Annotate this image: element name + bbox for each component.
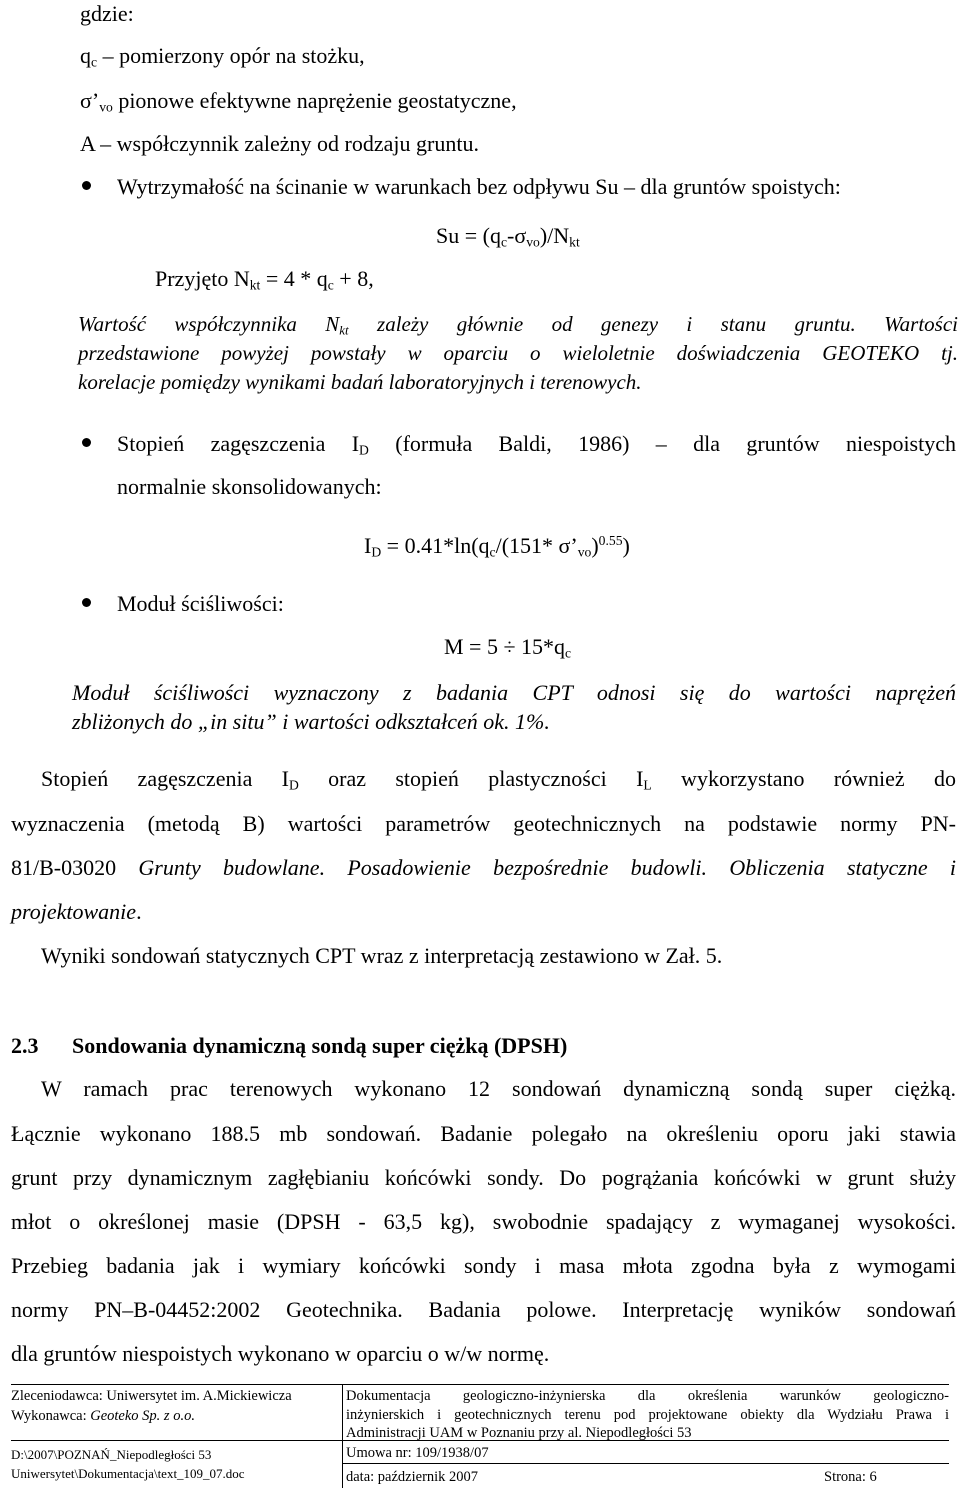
bullet-m-text: Moduł ściśliwości:: [117, 591, 284, 616]
footer-contractor: Wykonawca: Geoteko Sp. z o.o.: [11, 1408, 195, 1424]
section-number: 2.3: [11, 1033, 39, 1058]
formula-su: $Su = (q_c-\sigma_{vo})/N_{kt}$: [436, 223, 580, 250]
body-line-2: Łącznie wykonano 188.5 mb sondowań. Badanie polegało na określeniu oporu jaki stawia: [11, 1121, 956, 1146]
body-line-3: grunt przy dynamicznym zagłębianiu końcówki sondy. Do pogrążania końcówki w grunt służy: [11, 1165, 956, 1190]
footer-table: [11, 1384, 949, 1488]
footer-top-rule: [11, 1384, 949, 1385]
formula-nkt: Przyjęto $N_{kt} = 4 * q_c + 8$,: [155, 266, 374, 293]
body-line-5: Przebieg badania jak i wymiary końcówki sondy i masa młota zgodna była z wymogami: [11, 1253, 956, 1278]
note-nkt-line-2: przedstawione powyżej powstały w oparciu o wieloletnie doświadczenia GEOTEKO tj.: [78, 341, 958, 365]
note-m-line-1: Moduł ściśliwości wyznaczony z badania CPT odnosi się do wartości naprężeń: [72, 680, 956, 705]
legend-a: A – współczynnik zależny od rodzaju gruntu.: [80, 131, 479, 156]
bullet-id-line-1: Stopień zagęszczenia $I_D$ (formuła Baldi, 1986) – dla gruntów niespoistych: [117, 431, 956, 458]
footer-doc-line-2: inżynierskich i geotechnicznych terenu pod projektowane obiekty dla Wydziału Prawa i: [346, 1407, 949, 1423]
body-line-1: W ramach prac terenowych wykonano 12 sondowań dynamiczną sondą super ciężką.: [41, 1076, 956, 1101]
footer-contract: Umowa nr: 109/1938/07: [346, 1445, 489, 1461]
footer-date: data: październik 2007: [346, 1469, 479, 1485]
section-title: Sondowania dynamiczną sondą super ciężką (DPSH): [72, 1033, 568, 1058]
bullet-id-line-2: normalnie skonsolidowanych:: [117, 474, 382, 499]
para1-line-1: Stopień zagęszczenia $I_D$ oraz stopień plastyczności $I_L$ wykorzystano również do: [41, 766, 956, 793]
para2: Wyniki sondowań statycznych CPT wraz z interpretacją zestawiono w Zał. 5.: [41, 943, 723, 968]
formula-id: $I_D = 0.41*\ln(q_c/(151*$ $\sigma’_{vo})^{0.55}$): [364, 532, 630, 560]
footer-divider-inner: [342, 1463, 949, 1464]
footer-page: Strona: 6: [824, 1469, 877, 1485]
legend-qc: $q_c$ – pomierzony opór na stożku,: [80, 43, 365, 70]
note-m-line-2: zbliżonych do „in situ” i wartości odkształceń ok. 1%.: [72, 709, 550, 734]
footer-client: Zleceniodawca: Uniwersytet im. A.Mickiewicza: [11, 1388, 292, 1404]
bullet-dot: [82, 438, 91, 447]
formula-m: $M = 5 \div 15*q_c$: [444, 634, 572, 661]
gdzie-label: gdzie:: [80, 1, 134, 26]
footer-doc-line-1: Dokumentacja geologiczno-inżynierska dla określenia warunków geologiczno-: [346, 1388, 949, 1404]
footer-divider-vertical: [342, 1384, 343, 1488]
para1-line-3: 81/B-03020 Grunty budowlane. Posadowienie bezpośrednie budowli. Obliczenia statyczne i: [11, 855, 956, 880]
note-nkt-line-1: Wartość współczynnika $N_{kt}$ zależy głównie od genezy i stanu gruntu. Wartości: [78, 312, 959, 338]
legend-sigma: $\sigma’_{vo}$ pionowe efektywne naprężenie geostatyczne,: [80, 88, 517, 115]
body-line-4: młot o określonej masie (DPSH - 63,5 kg), swobodnie spadający z wymaganej wysokości.: [11, 1209, 956, 1234]
body-line-6: normy PN–B-04452:2002 Geotechnika. Badania polowe. Interpretację wyników sondowań: [11, 1297, 956, 1322]
note-nkt-line-3: korelacje pomiędzy wynikami badań laboratoryjnych i terenowych.: [78, 370, 642, 394]
footer-path-line-1: D:\2007\POZNAŃ_Niepodległości 53: [11, 1447, 212, 1462]
body-line-7: dla gruntów niespoistych wykonano w oparciu o w/w normę.: [11, 1341, 550, 1366]
para1-line-2: wyznaczenia (metodą B) wartości parametrów geotechnicznych na podstawie normy PN-: [11, 811, 956, 836]
bullet-dot: [82, 598, 91, 607]
bullet-su-text: Wytrzymałość na ścinanie w warunkach bez odpływu Su – dla gruntów spoistych:: [117, 174, 841, 199]
para1-line-4: projektowanie.: [11, 899, 142, 924]
footer-path-line-2: Uniwersytet\Dokumentacja\text_109_07.doc: [11, 1466, 245, 1481]
footer-doc-line-3: Administracji UAM w Poznaniu przy al. Niepodległości 53: [346, 1425, 692, 1441]
bullet-dot: [82, 181, 91, 190]
